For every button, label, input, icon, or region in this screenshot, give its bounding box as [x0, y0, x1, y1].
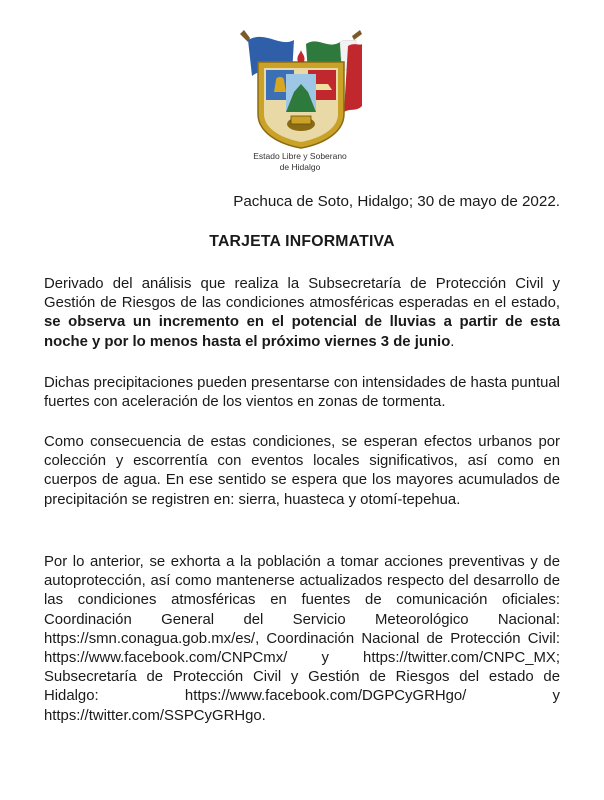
crest-caption-line2: de Hidalgo: [279, 162, 321, 172]
paragraph-1-highlight: se observa un incremento en el potencial de lluvias a partir de esta noche y por lo menos hasta el próximo viernes 3 de junio: [44, 314, 560, 350]
place-date: Pachuca de Soto, Hidalgo; 30 de mayo de 2022.: [233, 193, 560, 210]
paragraph-4: Por lo anterior, se exhorta a la población a tomar acciones preventivas y de autoprotección, así como mantenerse actualizados respecto del desarrollo de las condiciones atmosféricas en fuentes de comunicación oficiales: Coordinación General del Servicio Meteorológico Nacional: https://smn.conagua.gob.mx/es/, Coordinación Nacional de Protección Civil: https://www.facebook.com/CNPCmx/ y https://twitter.com/CNPC_MX; Subsecretaría de Protección Civil y Gestión de Riesgos del estado de Hidalgo: https://www.facebook.com/DGPCyGRHgo/ y https://twitter.com/SSPCyGRHgo.: [44, 554, 560, 724]
paragraph-1: [44, 275, 560, 352]
crest-caption: [200, 151, 400, 173]
paragraph-3: Como consecuencia de estas condiciones, se esperan efectos urbanos por colección y escorrentía con eventos locales significativos, así como en cuerpos de agua. En ese sentido se espera que los mayores acumulados de precipitación se registren en: sierra, huasteca y otomí-tepehua.: [44, 434, 560, 508]
paragraph-1-end: .: [450, 333, 455, 350]
paragraph-1-intro: Derivado del análisis que realiza la Subsecretaría de Protección Civil y Gestión de Riesgos de las condiciones atmosféricas esperadas en el estado,: [44, 276, 560, 312]
crest-caption-line1: Estado Libre y Soberano: [253, 151, 347, 161]
page-title: TARJETA INFORMATIVA: [209, 233, 395, 250]
paragraph-2: Dichas precipitaciones pueden presentarse con intensidades de hasta puntual fuertes con aceleración de los vientos en zonas de tormenta.: [44, 375, 560, 411]
hidalgo-coat-of-arms-icon: [236, 28, 364, 152]
